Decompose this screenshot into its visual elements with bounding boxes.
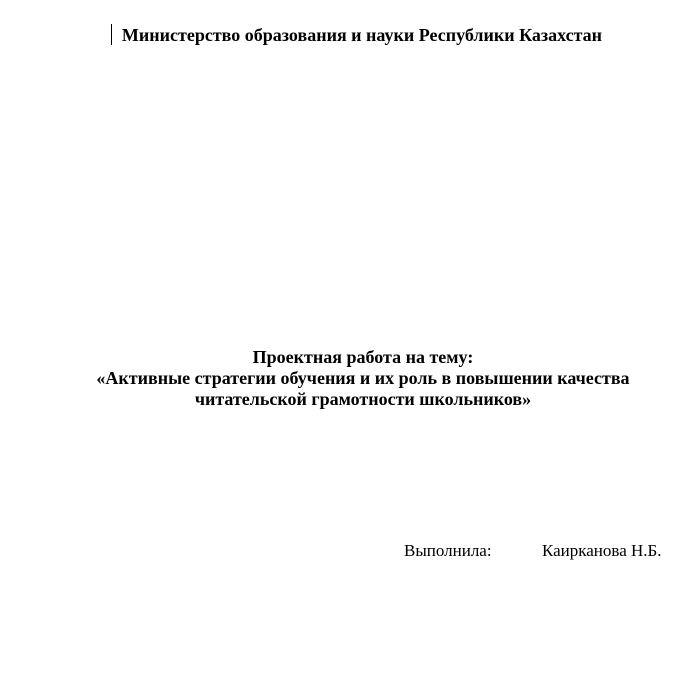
ministry-header: Министерство образования и науки Республики Казахстан — [121, 25, 603, 45]
project-title-line-2: читательской грамотности школьников» — [194, 389, 532, 409]
author-label: Выполнила: — [404, 541, 492, 560]
project-title-block — [0, 347, 700, 410]
project-heading: Проектная работа на тему: — [252, 347, 474, 367]
author-name: Каирканова Н.Б. — [542, 541, 662, 560]
project-title-line-1: «Активные стратегии обучения и их роль в повышении качества — [96, 368, 630, 388]
